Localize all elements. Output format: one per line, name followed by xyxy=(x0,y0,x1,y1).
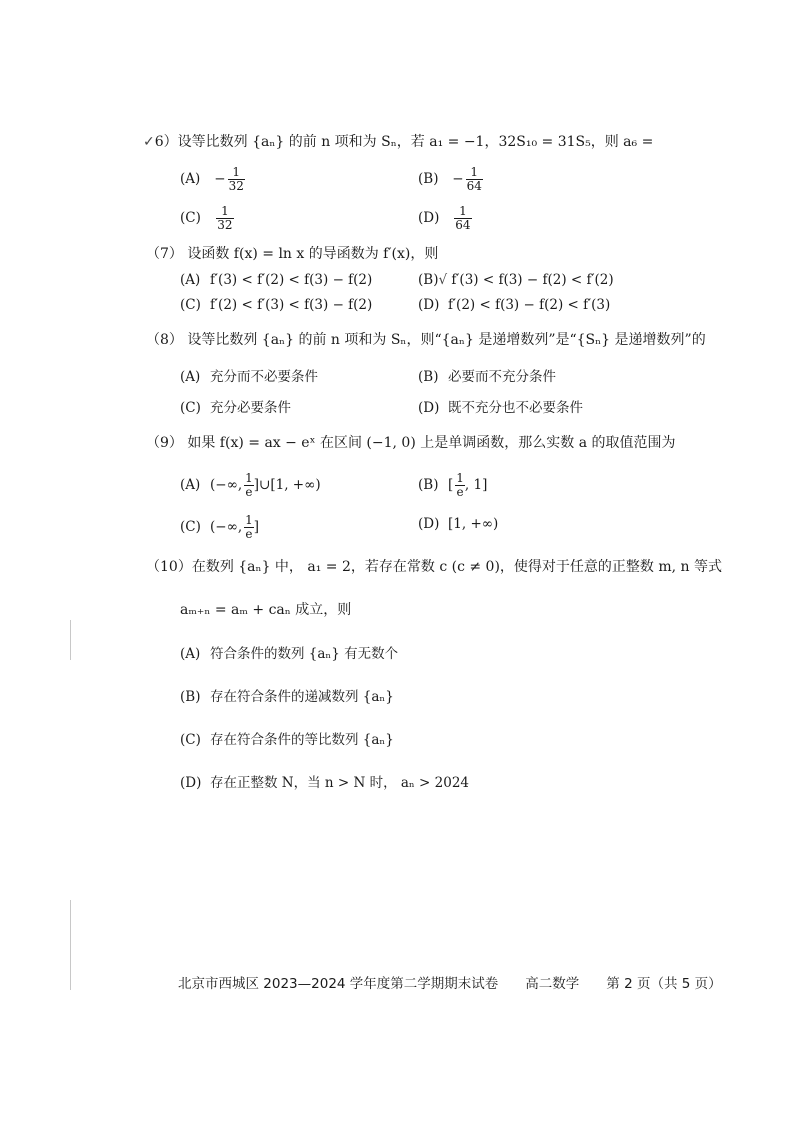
question-7-option-a: (A) f′(3) < f′(2) < f(3) − f(2) xyxy=(180,272,373,288)
check-mark-icon: √ xyxy=(438,272,448,288)
question-8-option-d: (D) 既不充分也不必要条件 xyxy=(418,400,583,416)
question-7-option-d: (D) f′(2) < f(3) − f(2) < f′(3) xyxy=(418,297,611,313)
check-mark-icon: ✓ xyxy=(143,134,155,150)
fraction: $\frac{1}{32}$ xyxy=(228,165,244,193)
question-6-option-a: (A) − $\frac{1}{32}$ xyxy=(180,165,244,193)
scan-margin-line xyxy=(70,900,71,990)
fraction: $\frac{1}{64}$ xyxy=(455,204,471,232)
question-6-stem xyxy=(143,132,653,152)
question-10-stem: （10）在数列 {aₙ} 中， a₁ = 2，若存在常数 c (c ≠ 0)，使得对于任意的正整数 m, n 等式 xyxy=(146,559,723,575)
question-10-option-d: (D) 存在正整数 N，当 n > N 时， aₙ > 2024 xyxy=(180,775,470,791)
question-10-stem-line-2: aₘ₊ₙ = aₘ + caₙ 成立，则 xyxy=(180,602,352,618)
question-9-stem: （9） 如果 f(x) = ax − eˣ 在区间 (−1, 0) 上是单调函数，那么实数 a 的取值范围为 xyxy=(146,435,676,451)
question-8-option-c: (C) 充分必要条件 xyxy=(180,400,291,416)
fraction: $\frac{1}{e}$ xyxy=(245,471,253,499)
fraction: $\frac{1}{e}$ xyxy=(456,471,464,499)
fraction: $\frac{1}{64}$ xyxy=(466,165,482,193)
fraction: $\frac{1}{32}$ xyxy=(217,204,233,232)
question-8-stem: （8） 设等比数列 {aₙ} 的前 n 项和为 Sₙ，则“{aₙ} 是递增数列”是“{Sₙ} 是递增数列”的 xyxy=(146,332,706,348)
question-9-option-b: (B) [ $\frac{1}{e}$ , 1] xyxy=(418,471,488,499)
question-10-option-c: (C) 存在符合条件的等比数列 {aₙ} xyxy=(180,732,394,748)
page-footer: 北京市西城区 2023—2024 学年度第二学期期末试卷 高二数学 第 2 页（共 5 页） xyxy=(178,976,722,992)
scan-margin-line xyxy=(70,620,71,660)
question-8-option-b: (B) 必要而不充分条件 xyxy=(418,369,556,385)
question-6-option-c: (C) $\frac{1}{32}$ xyxy=(180,204,233,232)
question-6-option-d: (D) $\frac{1}{64}$ xyxy=(418,204,471,232)
question-9-option-c: (C) (−∞, $\frac{1}{e}$ ] xyxy=(180,513,260,541)
question-9-option-a: (A) (−∞, $\frac{1}{e}$ ]∪[1, +∞) xyxy=(180,471,321,499)
question-10-option-b: (B) 存在符合条件的递减数列 {aₙ} xyxy=(180,689,394,705)
question-9-option-d: (D) [1, +∞) xyxy=(418,516,499,532)
question-7-stem: （7） 设函数 f(x) = ln x 的导函数为 f′(x)，则 xyxy=(146,246,439,262)
question-8-option-a: (A) 充分而不必要条件 xyxy=(180,369,318,385)
question-6-text: 6）设等比数列 {aₙ} 的前 n 项和为 Sₙ，若 a₁ = −1，32S₁₀ = 31S₅，则 a₆ = xyxy=(154,134,654,150)
question-7-option-c: (C) f′(2) < f′(3) < f(3) − f(2) xyxy=(180,297,373,313)
question-6-option-b: (B) − $\frac{1}{64}$ xyxy=(418,165,482,193)
question-10-option-a: (A) 符合条件的数列 {aₙ} 有无数个 xyxy=(180,646,399,662)
question-7-option-b: (B)√ f′(3) < f(3) − f(2) < f′(2) xyxy=(418,272,614,288)
fraction: $\frac{1}{e}$ xyxy=(245,513,253,541)
